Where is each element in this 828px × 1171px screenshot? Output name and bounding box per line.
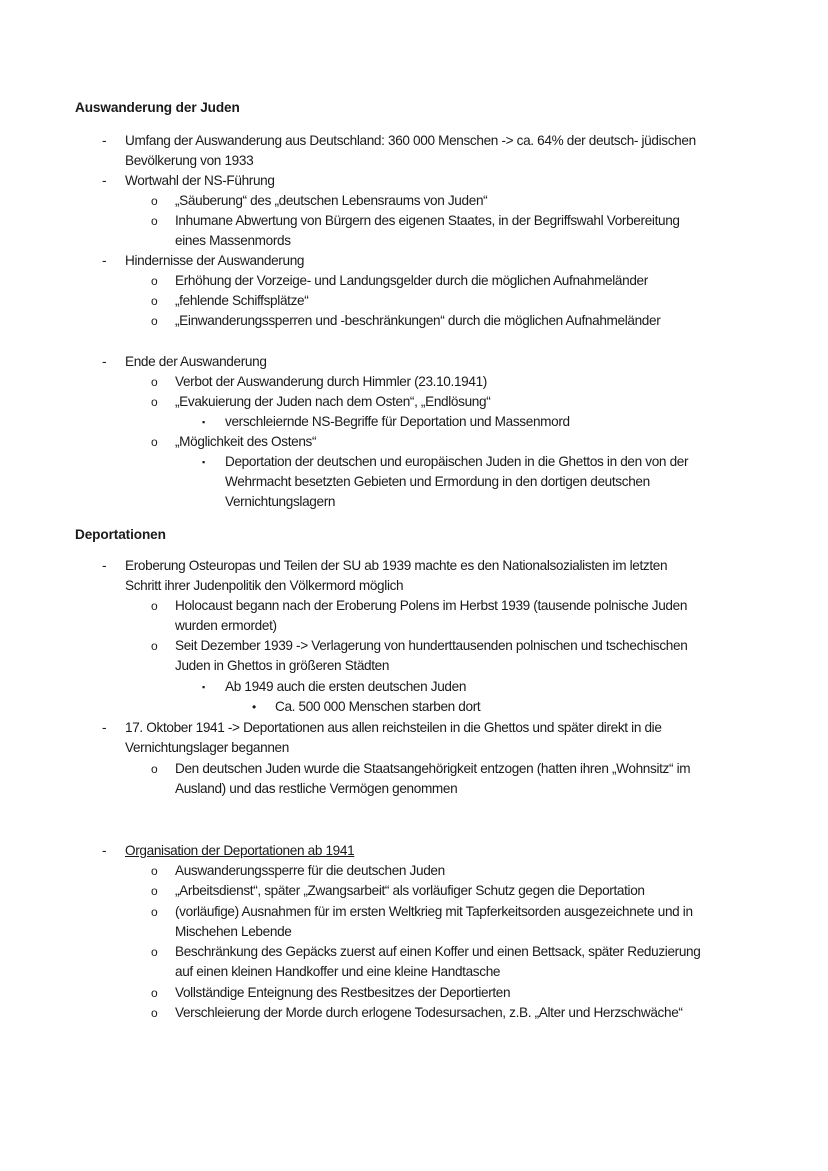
square-bullet-icon: ▪ [202,417,206,427]
dash-bullet-icon: - [102,720,107,735]
circle-bullet-icon: o [151,599,158,613]
circle-bullet-icon: o [151,986,158,1000]
circle-bullet-icon: o [151,194,158,208]
circle-bullet-icon: o [151,945,158,959]
dot-bullet-icon: • [252,700,257,714]
circle-bullet-icon: o [151,314,158,328]
circle-bullet-icon: o [151,294,158,308]
circle-bullet-icon: o [151,762,158,776]
circle-bullet-icon: o [151,884,158,898]
document-page: Auswanderung der Juden - Umfang der Auswanderung aus Deutschland: 360 000 Menschen -> ca. 64% der deutsch- jüdischen Bevölkerung von 1933 - Wortwahl der NS-Führung o „Säuberung“ des „deutschen Lebensraums von Juden“ o Inhumane Abwertung von Bürgern des eigenen Staates, in der Begriffswahl Vorbereitung eines Massenmords - Hindernisse der Auswanderung o Erhöhung der Vorzeige- und Landungsgelder durch die möglichen Aufnahmeländer o „fehlende Schiffsplätze“ o „Einwanderungssperren und -beschränkungen“ durch die möglichen Aufnahmeländer - Ende der Auswanderung o Verbot der Auswanderung durch Himmler (23.10.1941) o „Evakuierung der Juden nach dem Osten“, „Endlösung“ ▪ verschleiernde NS-Begriffe für Deportation und Massenmord o „Möglichkeit des Ostens“ ▪ Deportation der deutschen und europäischen Juden in die Ghettos in den von der Wehrmacht besetzten Gebieten und Ermordung in den dortigen deutschen Vernichtungslagern Deportationen - Eroberung Osteuropas und Teilen der SU ab 1939 machte es den Nationalsozialisten im letzten Schritt ihrer Judenpolitik den Völkermord möglich o Holocaust begann nach der Eroberung Polens im Herbst 1939 (tausende polnische Juden wurden ermordet) o Seit Dezember 1939 -> Verlagerung von hunderttausenden polnischen und tschechischen Juden in Ghettos in größeren Städten ▪ Ab 1949 auch die ersten deutschen Juden • Ca. 500 000 Menschen starben dort - 17. Oktober 1941 -> Deportationen aus allen reichsteilen in die Ghettos und später direkt in die Vernichtungslager begannen o Den deutschen Juden wurde die Staatsangehörigkeit entzogen (hatten ihren „Wohnsitz“ im Ausland) und das restliche Vermögen genommen - Organisation der Deportationen ab 1941 o Auswanderungssperre für die deutschen Juden o „Arbeitsdienst“, später „Zwangsarbeit“ als vorläufiger Schutz gegen die Deportation o (vorläufige) Ausnahmen für im ersten Weltkrieg mit Tapferkeitsorden ausgezeichnete und in Mischehen Lebende o Beschränkung des Gepäcks zuerst auf einen Koffer und einen Bettsack, später Reduzierung auf einen kleinen Handkoffer und eine kleine Handtasche o Vollständige Enteignung des Restbesitzes der Deportierten o Verschleierung der Morde durch erlogene Todesursachen, z.B. „Alter und Herzschwäche“ [0,0,828,1171]
section-heading-auswanderung: Auswanderung der Juden [75,100,240,115]
circle-bullet-icon: o [151,864,158,878]
circle-bullet-icon: o [151,214,158,228]
circle-bullet-icon: o [151,274,158,288]
square-bullet-icon: ▪ [202,682,206,692]
dash-bullet-icon: - [102,558,107,573]
dash-bullet-icon: - [102,843,107,858]
dash-bullet-icon: - [102,253,107,268]
circle-bullet-icon: o [151,905,158,919]
section-heading-deportationen: Deportationen [75,527,166,542]
circle-bullet-icon: o [151,639,158,653]
square-bullet-icon: ▪ [202,457,206,467]
dash-bullet-icon: - [102,173,107,188]
organisation-subheading: Organisation der Deportationen ab 1941 [125,843,355,858]
dash-bullet-icon: - [102,354,107,369]
dash-bullet-icon: - [102,133,107,148]
circle-bullet-icon: o [151,435,158,449]
circle-bullet-icon: o [151,375,158,389]
circle-bullet-icon: o [151,1006,158,1020]
circle-bullet-icon: o [151,395,158,409]
